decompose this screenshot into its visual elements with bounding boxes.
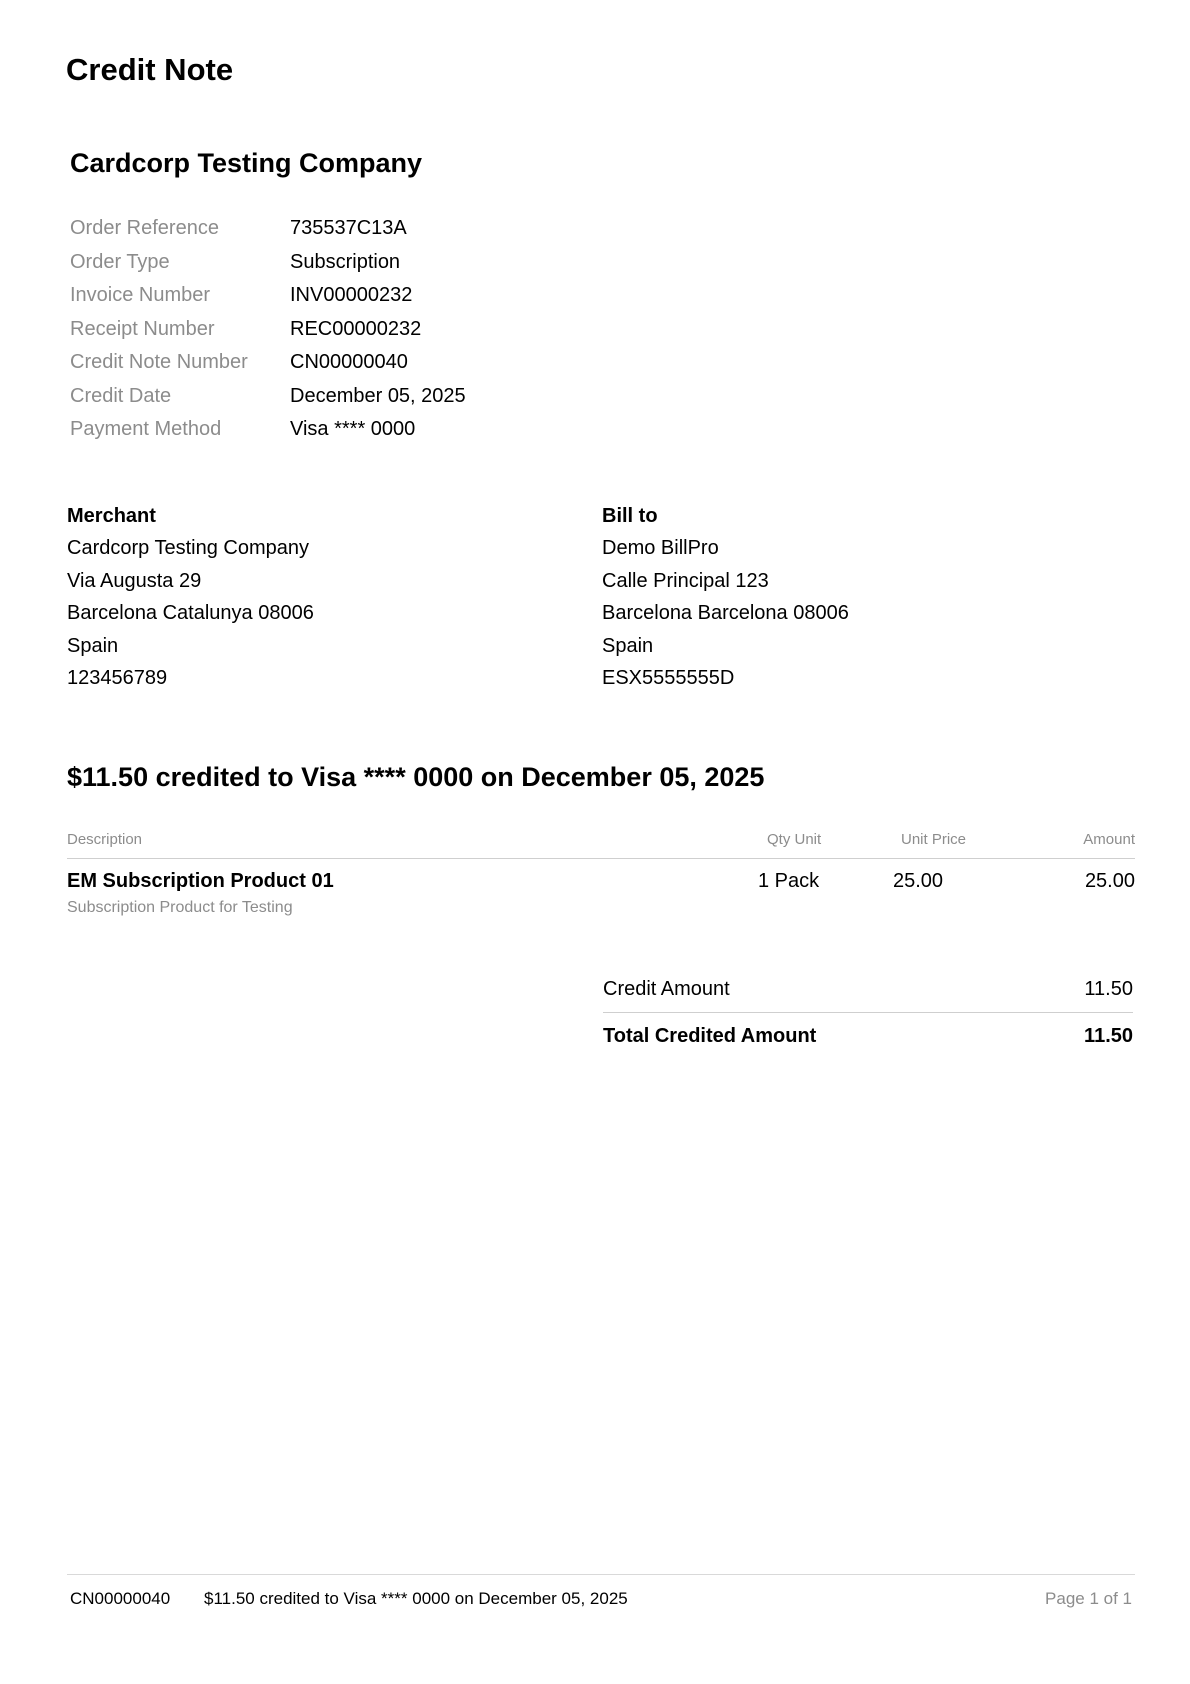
credit-amount-row <box>603 972 1133 1012</box>
receipt-number-value: REC00000232 <box>290 317 422 340</box>
order-type-label: Order Type <box>70 250 170 273</box>
footer-credit-note-number: CN00000040 <box>70 1589 171 1608</box>
credit-note-number-label: Credit Note Number <box>70 351 248 374</box>
product-description: Subscription Product for Testing <box>67 899 293 916</box>
unit-price-value: 25.00 <box>893 870 944 892</box>
credit-summary-heading: $11.50 credited to Visa **** 0000 on December 05, 2025 <box>67 762 765 792</box>
total-credited-label: Total Credited Amount <box>603 1025 817 1047</box>
receipt-number-label: Receipt Number <box>70 317 215 340</box>
amount-column-header: Amount <box>1083 831 1135 848</box>
merchant-address <box>67 500 314 695</box>
order-type-value: Subscription <box>290 250 401 273</box>
credit-note-number-row <box>70 346 466 380</box>
product-name: EM Subscription Product 01 <box>67 870 334 892</box>
order-reference-label: Order Reference <box>70 217 219 240</box>
line-items-table <box>67 828 1135 929</box>
bill-to-heading: Bill to <box>602 504 658 527</box>
payment-method-row <box>70 413 466 447</box>
receipt-number-row <box>70 313 466 347</box>
qty-unit-column-header: Qty Unit <box>767 831 822 848</box>
merchant-address-line: 123456789 <box>67 667 168 690</box>
merchant-address-line: Barcelona Catalunya 08006 <box>67 602 314 625</box>
footer-summary: $11.50 credited to Visa **** 0000 on December 05, 2025 <box>204 1589 628 1608</box>
table-header <box>67 828 1135 859</box>
invoice-number-value: INV00000232 <box>290 284 413 307</box>
credit-amount-label: Credit Amount <box>603 978 730 1000</box>
order-reference-row <box>70 212 466 246</box>
qty-unit-value: 1 Pack <box>758 870 820 892</box>
bill-to-address-line: ESX5555555D <box>602 667 735 690</box>
total-credited-value: 11.50 <box>1084 1025 1133 1047</box>
credit-date-label: Credit Date <box>70 384 172 407</box>
credit-amount-value: 11.50 <box>1084 978 1133 1000</box>
totals-section <box>603 972 1133 1059</box>
merchant-address-line: Via Augusta 29 <box>67 569 202 592</box>
table-row <box>67 859 1135 929</box>
order-type-row <box>70 246 466 280</box>
payment-method-value: Visa **** 0000 <box>290 418 416 441</box>
order-reference-value: 735537C13A <box>290 217 407 240</box>
bill-to-address-line: Calle Principal 123 <box>602 569 769 592</box>
bill-to-address <box>602 500 849 695</box>
merchant-address-line: Spain <box>67 634 119 657</box>
description-column-header: Description <box>67 831 143 848</box>
invoice-number-row <box>70 279 466 313</box>
credit-date-value: December 05, 2025 <box>290 384 466 407</box>
unit-price-column-header: Unit Price <box>901 831 967 848</box>
page-number: Page 1 of 1 <box>1045 1589 1132 1608</box>
merchant-heading: Merchant <box>67 504 156 527</box>
credit-note-number-value: CN00000040 <box>290 351 408 374</box>
credit-date-row <box>70 380 466 414</box>
bill-to-address-line: Demo BillPro <box>602 537 719 560</box>
total-credited-row <box>603 1012 1133 1059</box>
company-name: Cardcorp Testing Company <box>70 148 423 178</box>
invoice-number-label: Invoice Number <box>70 284 211 307</box>
order-details <box>70 212 466 447</box>
bill-to-address-line: Barcelona Barcelona 08006 <box>602 602 849 625</box>
bill-to-address-line: Spain <box>602 634 654 657</box>
amount-value: 25.00 <box>1084 870 1135 892</box>
merchant-address-line: Cardcorp Testing Company <box>67 537 309 560</box>
page-footer <box>67 1574 1135 1615</box>
page-title: Credit Note <box>66 52 234 87</box>
payment-method-label: Payment Method <box>70 418 222 441</box>
